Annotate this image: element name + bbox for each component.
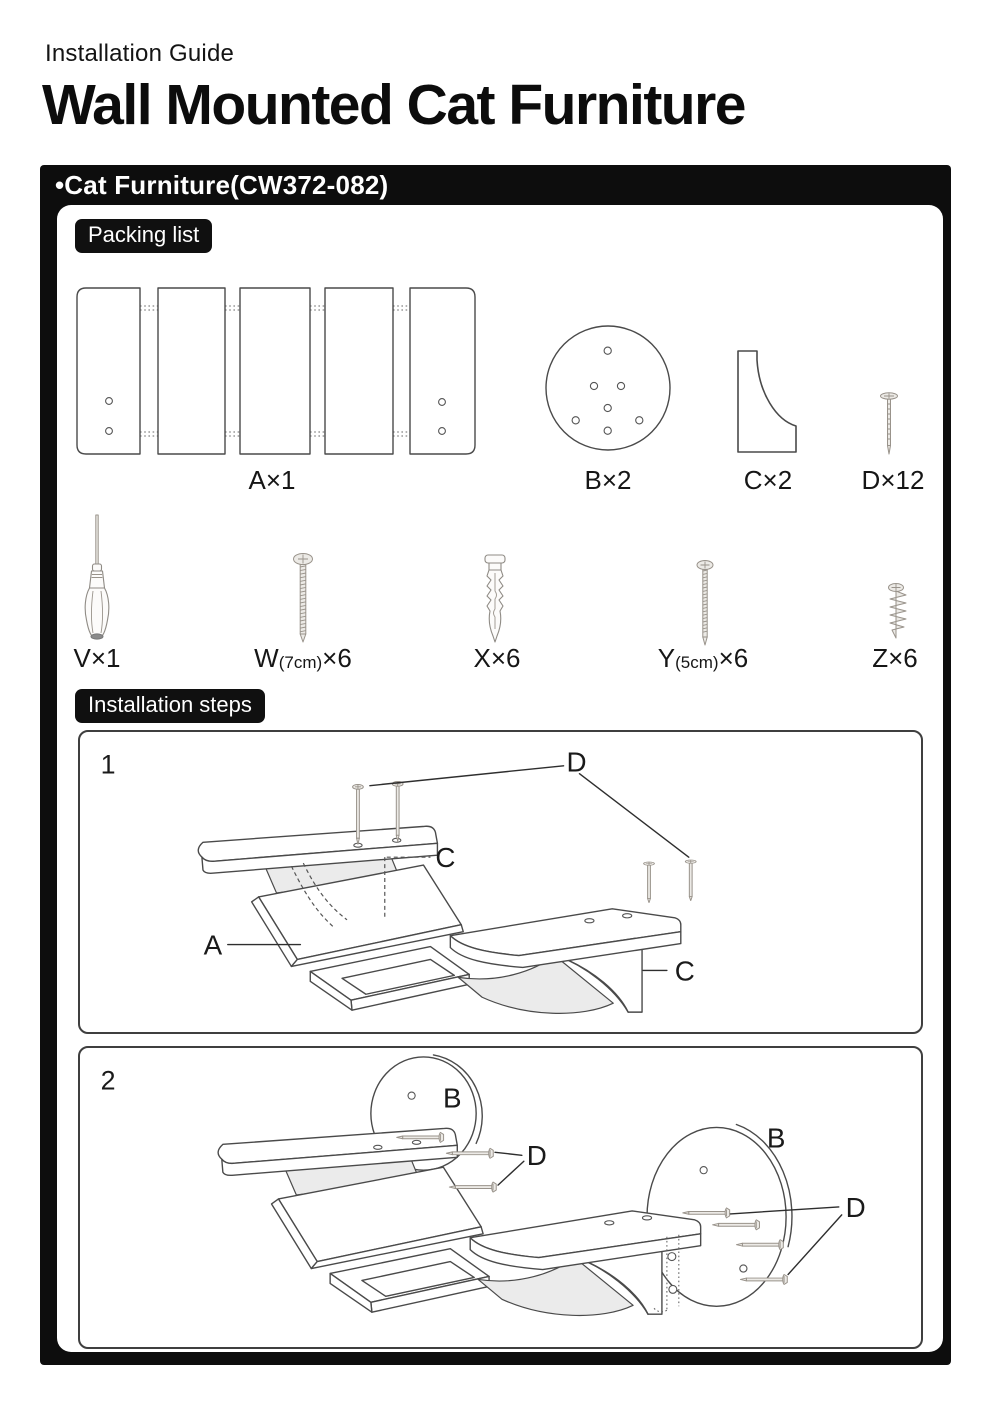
packing-list-label: Packing list bbox=[75, 219, 212, 253]
part-a-slat-board-diagram bbox=[73, 284, 479, 458]
hardware-z-screw-diagram bbox=[880, 582, 912, 644]
hardware-w-screw-diagram bbox=[288, 552, 318, 646]
step-2-number: 2 bbox=[100, 1065, 116, 1096]
panel-body bbox=[57, 205, 943, 1352]
callout-d-right: D bbox=[845, 1191, 866, 1223]
hardware-x-anchor-diagram bbox=[478, 553, 512, 645]
doc-title: Wall Mounted Cat Furniture bbox=[42, 73, 746, 137]
product-panel bbox=[40, 165, 951, 1365]
hardware-w-size: (7cm) bbox=[278, 653, 323, 672]
step-1-box bbox=[78, 730, 923, 1034]
hardware-y-label bbox=[603, 643, 803, 674]
callout-d: D bbox=[566, 746, 587, 778]
part-c-bracket-diagram bbox=[736, 348, 800, 456]
part-d-screw-diagram bbox=[876, 390, 904, 460]
step-2-box bbox=[78, 1046, 923, 1349]
screw-d-right-1 bbox=[644, 862, 655, 903]
callout-b-left: B bbox=[443, 1082, 462, 1114]
hardware-v-letter: V bbox=[73, 643, 91, 673]
hardware-x-label bbox=[417, 643, 577, 674]
callout-a: A bbox=[203, 929, 223, 961]
hardware-x-qty: ×6 bbox=[490, 643, 521, 673]
hardware-y-screw-diagram bbox=[692, 559, 718, 647]
callout-d-left: D bbox=[526, 1140, 547, 1172]
panel-header: •Cat Furniture(CW372-082) bbox=[55, 170, 389, 200]
hardware-w-letter: W bbox=[254, 643, 279, 673]
hardware-y-letter: Y bbox=[657, 643, 676, 673]
part-c-label: C×2 bbox=[743, 465, 793, 495]
hardware-z-letter: Z bbox=[872, 643, 889, 673]
part-d-label: D×12 bbox=[861, 465, 925, 495]
hardware-y-qty: ×6 bbox=[718, 643, 749, 673]
step-1-diagram bbox=[80, 732, 921, 1032]
hardware-w-label bbox=[203, 643, 403, 674]
hardware-v-label bbox=[57, 643, 137, 674]
hardware-v-qty: ×1 bbox=[90, 643, 121, 673]
screw-d-right-2 bbox=[685, 860, 696, 901]
step-2-diagram bbox=[80, 1048, 921, 1347]
doc-eyebrow: Installation Guide bbox=[45, 40, 235, 67]
installation-steps-label: Installation steps bbox=[75, 689, 265, 723]
hardware-y-size: (5cm) bbox=[675, 653, 719, 672]
callout-b-right: B bbox=[766, 1122, 786, 1154]
callout-c-right: C bbox=[674, 955, 695, 987]
part-b-round-board-diagram bbox=[543, 325, 673, 455]
hardware-z-label bbox=[815, 643, 975, 674]
assembly-drawing bbox=[218, 1128, 701, 1315]
part-a-label: A×1 bbox=[248, 465, 296, 495]
hardware-v-screwdriver-diagram bbox=[76, 512, 120, 644]
hardware-z-qty: ×6 bbox=[888, 643, 918, 673]
hardware-w-qty: ×6 bbox=[322, 643, 352, 673]
part-b-label: B×2 bbox=[584, 465, 632, 495]
callout-c-hidden: C bbox=[435, 842, 456, 874]
step-1-number: 1 bbox=[100, 749, 116, 780]
hardware-x-letter: X bbox=[473, 643, 491, 673]
